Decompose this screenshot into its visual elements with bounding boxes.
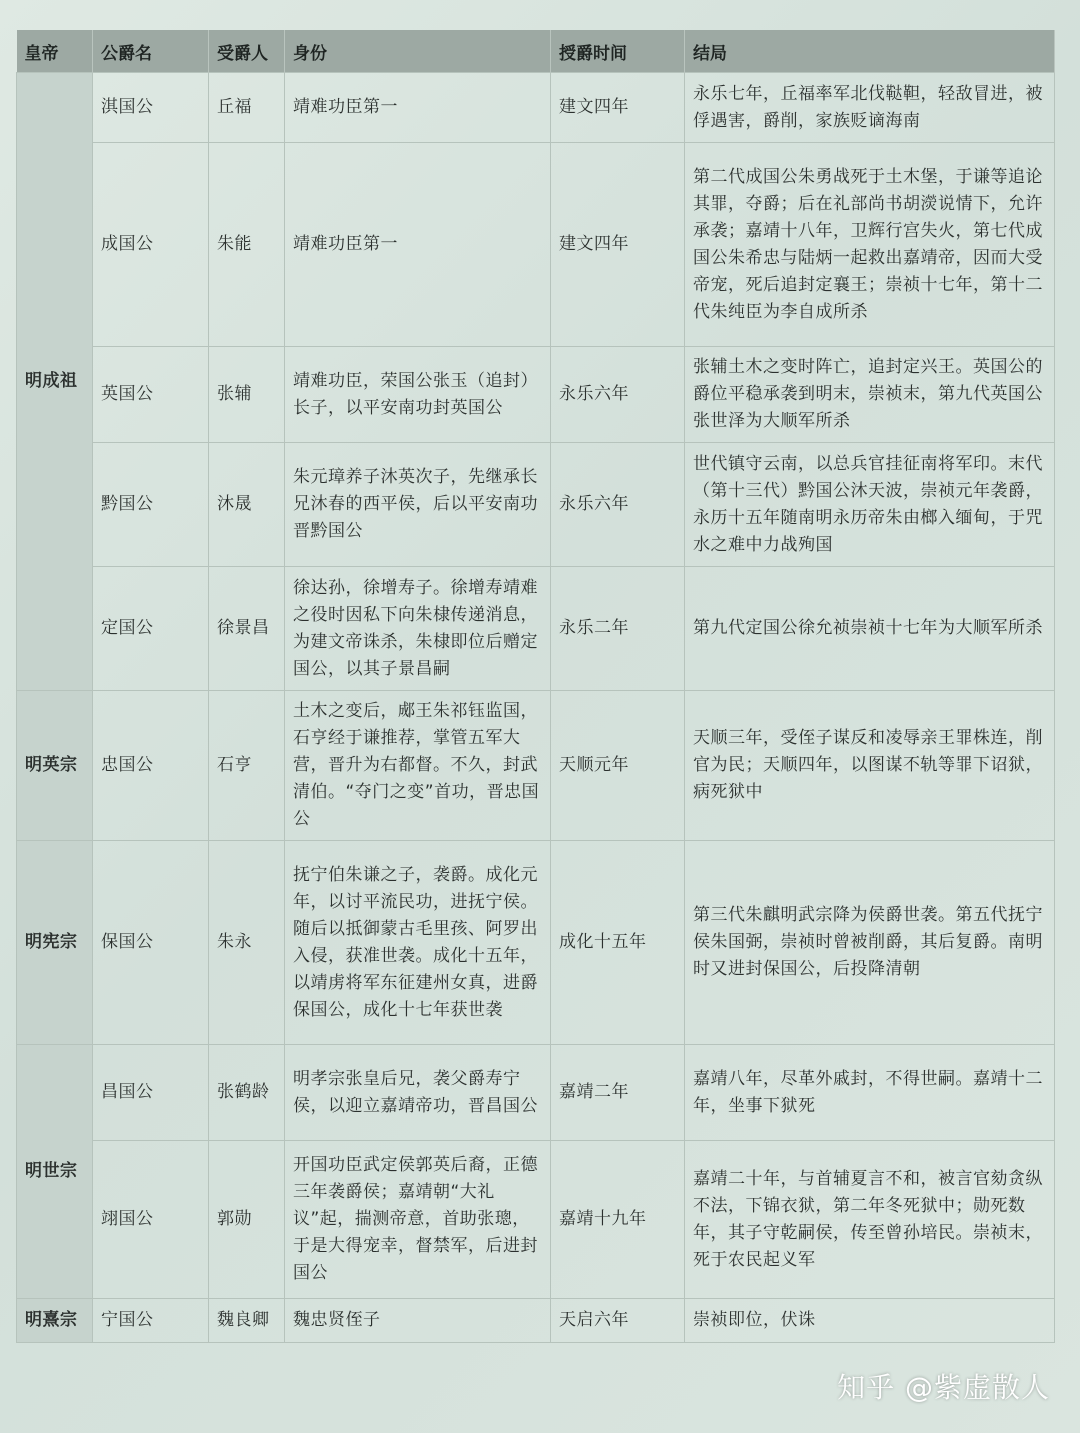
header-outcome: 结局 bbox=[685, 30, 1055, 73]
table-row bbox=[17, 841, 1055, 1045]
cell-identity: 抚宁伯朱谦之子，袭爵。成化元年，以讨平流民功，进抚宁侯。随后以抵御蒙古毛里孩、阿罗出入侵，获准世袭。成化十五年，以靖虏将军东征建州女真，进爵保国公，成化十七年获世袭 bbox=[285, 841, 551, 1045]
cell-date: 永乐六年 bbox=[551, 347, 685, 443]
cell-title: 翊国公 bbox=[93, 1141, 209, 1299]
cell-title: 定国公 bbox=[93, 567, 209, 691]
cell-person: 张辅 bbox=[209, 347, 285, 443]
cell-identity: 明孝宗张皇后兄，袭父爵寿宁侯，以迎立嘉靖帝功，晋昌国公 bbox=[285, 1045, 551, 1141]
cell-title: 保国公 bbox=[93, 841, 209, 1045]
cell-identity: 靖难功臣，荣国公张玉（追封）长子，以平安南功封英国公 bbox=[285, 347, 551, 443]
watermark: 知乎 @紫虚散人 bbox=[837, 1371, 1050, 1404]
table-row bbox=[17, 567, 1055, 691]
cell-outcome: 世代镇守云南，以总兵官挂征南将军印。末代（第十三代）黔国公沐天波，崇祯元年袭爵，永历十五年随南明永历帝朱由榔入缅甸，于咒水之难中力战殉国 bbox=[685, 443, 1055, 567]
cell-person: 石亨 bbox=[209, 691, 285, 841]
header-identity: 身份 bbox=[285, 30, 551, 73]
table-row bbox=[17, 1141, 1055, 1299]
cell-title: 英国公 bbox=[93, 347, 209, 443]
cell-person: 张鹤龄 bbox=[209, 1045, 285, 1141]
cell-date: 天顺元年 bbox=[551, 691, 685, 841]
cell-identity: 魏忠贤侄子 bbox=[285, 1299, 551, 1343]
cell-identity: 土木之变后，郕王朱祁钰监国，石亨经于谦推荐，掌管五军大营，晋升为右都督。不久，封武清伯。“夺门之变”首功，晋忠国公 bbox=[285, 691, 551, 841]
cell-date: 永乐二年 bbox=[551, 567, 685, 691]
cell-emperor: 明成祖 bbox=[17, 73, 93, 691]
cell-title: 宁国公 bbox=[93, 1299, 209, 1343]
cell-person: 丘福 bbox=[209, 73, 285, 143]
cell-person: 朱永 bbox=[209, 841, 285, 1045]
header-title: 公爵名 bbox=[93, 30, 209, 73]
cell-outcome: 天顺三年，受侄子谋反和凌辱亲王罪株连，削官为民；天顺四年，以图谋不轨等罪下诏狱，病死狱中 bbox=[685, 691, 1055, 841]
cell-outcome: 第三代朱麒明武宗降为侯爵世袭。第五代抚宁侯朱国弼，崇祯时曾被削爵，其后复爵。南明时又进封保国公，后投降清朝 bbox=[685, 841, 1055, 1045]
cell-person: 朱能 bbox=[209, 143, 285, 347]
cell-person: 沐晟 bbox=[209, 443, 285, 567]
cell-emperor: 明宪宗 bbox=[17, 841, 93, 1045]
cell-person: 徐景昌 bbox=[209, 567, 285, 691]
table-row bbox=[17, 443, 1055, 567]
cell-identity: 开国功臣武定侯郭英后裔，正德三年袭爵侯；嘉靖朝“大礼议”起，揣测帝意，首助张璁，于是大得宠幸，督禁军，后进封国公 bbox=[285, 1141, 551, 1299]
cell-identity: 徐达孙，徐增寿子。徐增寿靖难之役时因私下向朱棣传递消息，为建文帝诛杀，朱棣即位后赠定国公，以其子景昌嗣 bbox=[285, 567, 551, 691]
cell-outcome: 嘉靖二十年，与首辅夏言不和，被言官劾贪纵不法，下锦衣狱，第二年冬死狱中；勋死数年，其子守乾嗣侯，传至曾孙培民。崇祯末，死于农民起义军 bbox=[685, 1141, 1055, 1299]
cell-outcome: 永乐七年，丘福率军北伐鞑靼，轻敌冒进，被俘遇害，爵削，家族贬谪海南 bbox=[685, 73, 1055, 143]
cell-person: 郭勋 bbox=[209, 1141, 285, 1299]
table-row bbox=[17, 1299, 1055, 1343]
header-person: 受爵人 bbox=[209, 30, 285, 73]
header-granted: 授爵时间 bbox=[551, 30, 685, 73]
table-row bbox=[17, 691, 1055, 841]
cell-date: 永乐六年 bbox=[551, 443, 685, 567]
cell-date: 建文四年 bbox=[551, 73, 685, 143]
table-body bbox=[17, 73, 1055, 1343]
cell-date: 天启六年 bbox=[551, 1299, 685, 1343]
cell-emperor: 明世宗 bbox=[17, 1045, 93, 1299]
cell-title: 淇国公 bbox=[93, 73, 209, 143]
cell-identity: 朱元璋养子沐英次子，先继承长兄沐春的西平侯，后以平安南功晋黔国公 bbox=[285, 443, 551, 567]
cell-date: 嘉靖十九年 bbox=[551, 1141, 685, 1299]
cell-title: 黔国公 bbox=[93, 443, 209, 567]
cell-outcome: 崇祯即位，伏诛 bbox=[685, 1299, 1055, 1343]
cell-identity: 靖难功臣第一 bbox=[285, 73, 551, 143]
cell-outcome: 嘉靖八年，尽革外戚封，不得世嗣。嘉靖十二年，坐事下狱死 bbox=[685, 1045, 1055, 1141]
table-row bbox=[17, 347, 1055, 443]
table-row bbox=[17, 1045, 1055, 1141]
cell-outcome: 第九代定国公徐允祯崇祯十七年为大顺军所杀 bbox=[685, 567, 1055, 691]
table-row bbox=[17, 73, 1055, 143]
cell-emperor: 明熹宗 bbox=[17, 1299, 93, 1343]
cell-date: 建文四年 bbox=[551, 143, 685, 347]
cell-date: 嘉靖二年 bbox=[551, 1045, 685, 1141]
header-emperor: 皇帝 bbox=[17, 30, 93, 73]
cell-person: 魏良卿 bbox=[209, 1299, 285, 1343]
cell-title: 忠国公 bbox=[93, 691, 209, 841]
cell-emperor: 明英宗 bbox=[17, 691, 93, 841]
cell-title: 成国公 bbox=[93, 143, 209, 347]
cell-outcome: 第二代成国公朱勇战死于土木堡，于谦等追论其罪，夺爵；后在礼部尚书胡濙说情下，允许承袭；嘉靖十八年，卫辉行宫失火，第七代成国公朱希忠与陆炳一起救出嘉靖帝，因而大受帝宠，死后追封定襄王；崇祯十七年，第十二代朱纯臣为李自成所杀 bbox=[685, 143, 1055, 347]
table-row bbox=[17, 143, 1055, 347]
cell-outcome: 张辅土木之变时阵亡，追封定兴王。英国公的爵位平稳承袭到明末，崇祯末，第九代英国公张世泽为大顺军所杀 bbox=[685, 347, 1055, 443]
cell-title: 昌国公 bbox=[93, 1045, 209, 1141]
cell-identity: 靖难功臣第一 bbox=[285, 143, 551, 347]
table-header-row bbox=[17, 30, 1055, 73]
dukes-table bbox=[16, 30, 1055, 1343]
cell-date: 成化十五年 bbox=[551, 841, 685, 1045]
